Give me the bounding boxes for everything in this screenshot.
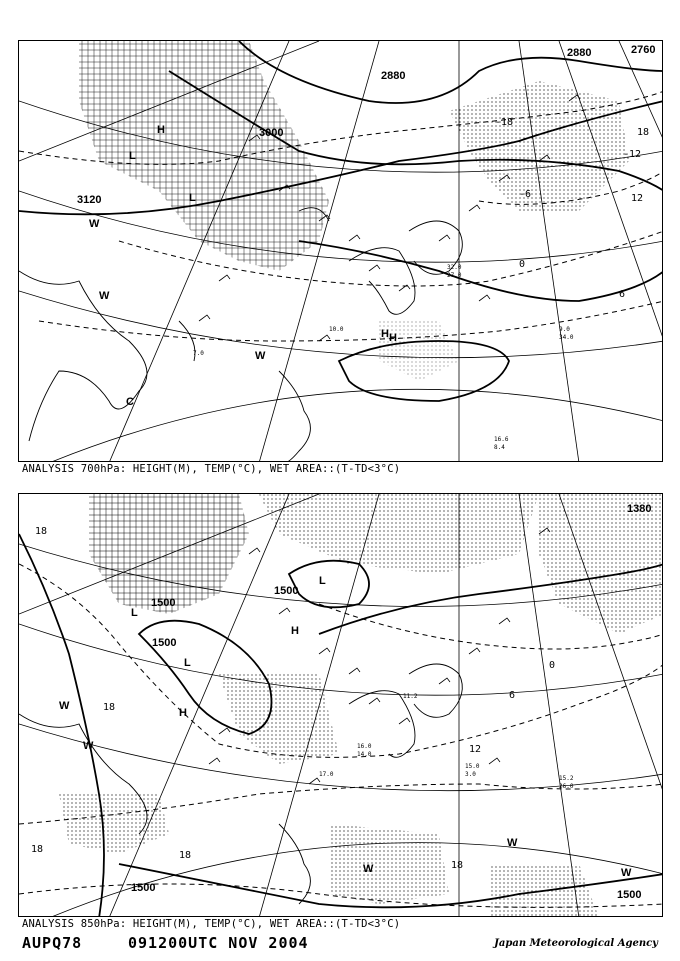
wet-area [219, 674, 339, 764]
wet-area [449, 81, 629, 211]
temp-label: 18 [103, 702, 116, 713]
warm-center: W [89, 218, 100, 230]
warm-center: W [59, 700, 70, 712]
temp-label: 6 [619, 289, 626, 300]
station-value: 8.4 [494, 444, 505, 451]
height-label: 1380 [627, 503, 652, 515]
valid-time: 091200UTC NOV 2004 [128, 934, 309, 952]
station-value: 17.0 [319, 771, 334, 778]
wet-area [329, 824, 449, 904]
station-value: 11.2 [403, 693, 418, 700]
warm-center: W [507, 837, 518, 849]
station-value: 15.2 [559, 775, 574, 782]
station-value: 16.0 [357, 743, 372, 750]
station-value: 34.0 [559, 334, 574, 341]
height-label: 2760 [631, 44, 656, 56]
temp-label: 0 [549, 660, 556, 671]
station-value: 9.0 [559, 326, 570, 333]
temp-label: -12 [623, 149, 642, 160]
wet-area [379, 321, 459, 381]
temp-label: 18 [35, 526, 48, 537]
height-label: 3120 [77, 194, 102, 206]
wet-area [259, 494, 539, 574]
temp-label: 18 [637, 127, 650, 138]
temp-label: 12 [631, 193, 644, 204]
agency-name: Japan Meteorological Agency [494, 938, 658, 949]
map-700hpa [19, 41, 663, 462]
low-center: L [319, 575, 326, 587]
height-label: 1500 [152, 637, 177, 649]
low-center: L [131, 607, 138, 619]
station-value: 27.0 [447, 272, 462, 279]
temp-label: 0 [519, 259, 526, 270]
station-value: 7.0 [193, 350, 204, 357]
temp-label: -18 [495, 117, 514, 128]
temp-label: 6 [509, 690, 516, 701]
temp-label: 18 [31, 844, 44, 855]
height-label: 2880 [567, 47, 592, 59]
height-label: 1500 [274, 585, 299, 597]
map-panel-850hpa [18, 493, 663, 917]
high-center: H [381, 328, 389, 340]
cold-center: C [126, 396, 134, 408]
station-value: 3.0 [465, 771, 476, 778]
high-center: H [179, 707, 187, 719]
panel-caption-850hpa: ANALYSIS 850hPa: HEIGHT(M), TEMP(°C), WET AREA::(T-TD<3°C) [22, 918, 401, 930]
temp-label: 12 [469, 744, 482, 755]
height-label: 1500 [151, 597, 176, 609]
height-label: 1500 [617, 889, 642, 901]
station-values [319, 693, 574, 790]
wet-area [59, 794, 169, 854]
warm-center: W [83, 740, 94, 752]
temp-label: 18 [179, 850, 192, 861]
low-center: L [184, 657, 191, 669]
high-center: H [389, 332, 397, 344]
station-value: 32.0 [447, 264, 462, 271]
station-value: 26.0 [559, 783, 574, 790]
high-center: H [157, 124, 165, 136]
warm-center: W [99, 290, 110, 302]
panel-caption-700hpa: ANALYSIS 700hPa: HEIGHT(M), TEMP(°C), WET AREA::(T-TD<3°C) [22, 463, 401, 475]
station-value: 14.0 [357, 751, 372, 758]
low-center: L [129, 150, 136, 162]
warm-center: W [363, 863, 374, 875]
high-center: H [291, 625, 299, 637]
temp-label: 18 [451, 860, 464, 871]
height-label: 1500 [131, 882, 156, 894]
map-850hpa [19, 494, 663, 917]
low-center: L [189, 192, 196, 204]
map-panel-700hpa [18, 40, 663, 462]
station-value: 16.6 [494, 436, 509, 443]
warm-center: W [621, 867, 632, 879]
warm-center: W [255, 350, 266, 362]
station-value: 15.0 [465, 763, 480, 770]
height-label: 3000 [259, 127, 284, 139]
height-label: 2880 [381, 70, 406, 82]
bulletin-id: AUPQ78 [22, 934, 83, 952]
temp-label: -6 [519, 189, 532, 200]
station-value: 10.0 [329, 326, 344, 333]
